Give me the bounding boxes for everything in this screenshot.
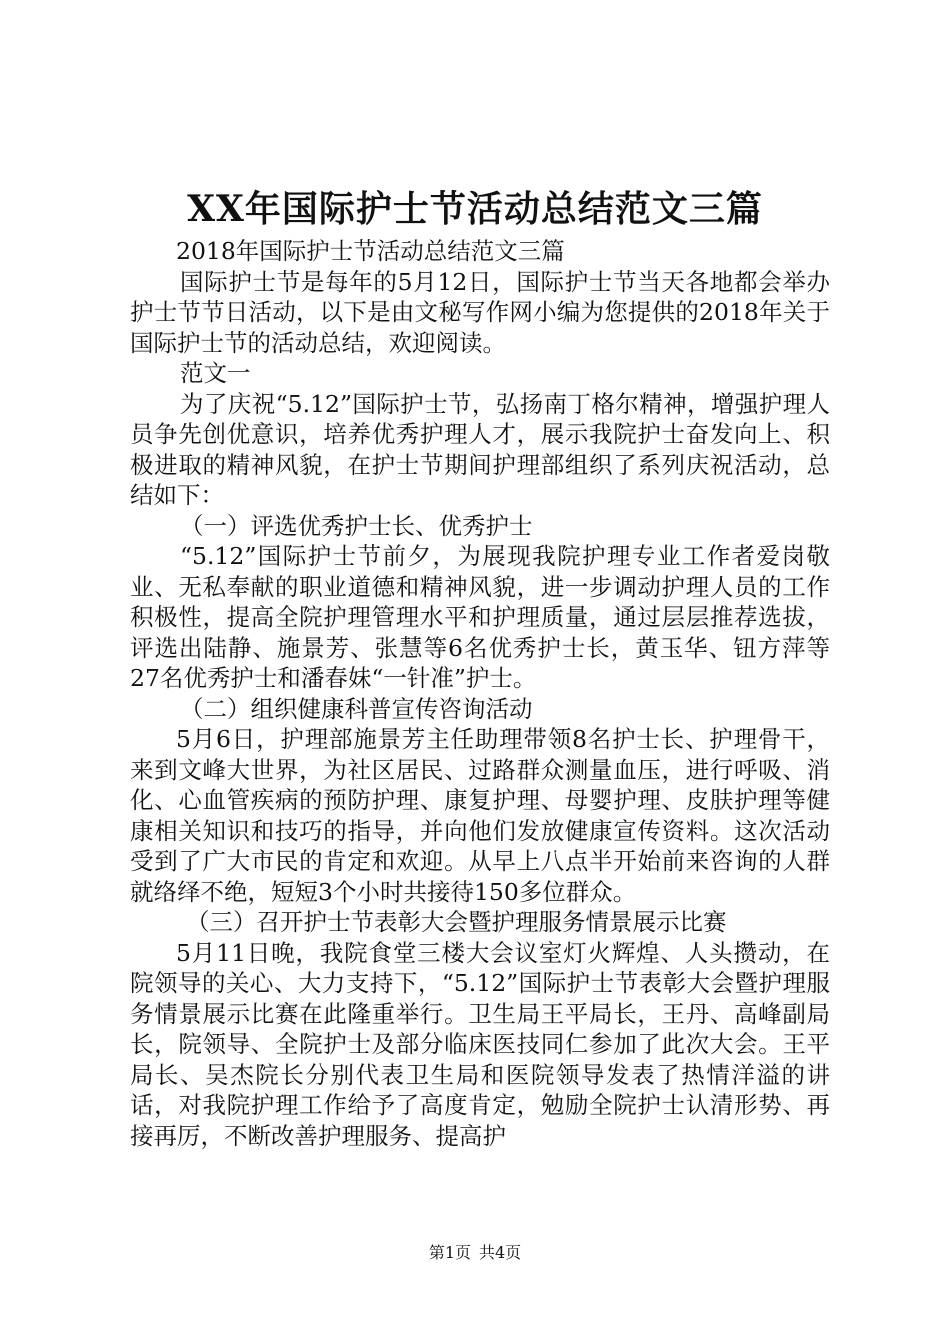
page-title: XX年国际护士节活动总结范文三篇 bbox=[187, 188, 763, 230]
document-body bbox=[130, 236, 830, 1151]
body-paragraph: 5月6日，护理部施景芳主任助理带领8名护士长、护理骨干，来到文峰大世界，为社区居民、过路群众测量血压，进行呼吸、消化、心血管疾病的预防护理、康复护理、母婴护理、皮肤护理等健康相关知识和技巧的指导，并向他们发放健康宣传资料。这次活动受到了广大市民的肯定和欢迎。从早上八点半开始前来咨询的人群就络绎不绝，短短3个小时共接待150多位群众。 bbox=[130, 725, 830, 906]
page-total: 共4页 bbox=[479, 1243, 522, 1262]
intro-paragraph: 国际护士节是每年的5月12日，国际护士节当天各地都会举办护士节节日活动，以下是由文秘写作网小编为您提供的2018年关于国际护士节的活动总结，欢迎阅读。 bbox=[130, 267, 830, 357]
body-paragraph: 5月11日晚，我院食堂三楼大会议室灯火辉煌、人头攒动，在院领导的关心、大力支持下，“5.12”国际护士节表彰大会暨护理服务情景展示比赛在此隆重举行。卫生局王平局长，王丹、高峰副局长，院领导、全院护士及部分临床医技同仁参加了此次大会。王平局长、吴杰院长分别代表卫生局和医院领导发表了热情洋溢的讲话，对我院护理工作给予了高度肯定，勉励全院护士认清形势、再接再厉，不断改善护理服务、提高护 bbox=[130, 938, 830, 1150]
subsection-heading-three: （三）召开护士节表彰大会暨护理服务情景展示比赛 bbox=[186, 908, 727, 936]
page-number: 第1页 bbox=[428, 1243, 471, 1262]
page-footer bbox=[0, 1243, 950, 1263]
subsection-heading-two: （二）组织健康科普宣传咨询活动 bbox=[180, 694, 533, 723]
section-heading-sample-one: 范文一 bbox=[180, 359, 251, 387]
subtitle-paragraph: 2018年国际护士节活动总结范文三篇 bbox=[176, 237, 565, 265]
body-paragraph: 为了庆祝“5.12”国际护士节，弘扬南丁格尔精神，增强护理人员争先创优意识，培养优秀护理人才，展示我院护士奋发向上、积极进取的精神风貌，在护士节期间护理部组织了系列庆祝活动，总结如下： bbox=[130, 389, 830, 509]
body-paragraph: “5.12”国际护士节前夕，为展现我院护理专业工作者爱岗敬业、无私奉献的职业道德和精神风貌，进一步调动护理人员的工作积极性，提高全院护理管理水平和护理质量，通过层层推荐选拔，评选出陆静、施景芳、张慧等6名优秀护士长，黄玉华、钮方萍等27名优秀护士和潘春妹“一针准”护士。 bbox=[130, 542, 830, 692]
subsection-heading-one: （一）评选优秀护士长、优秀护士 bbox=[180, 511, 533, 540]
